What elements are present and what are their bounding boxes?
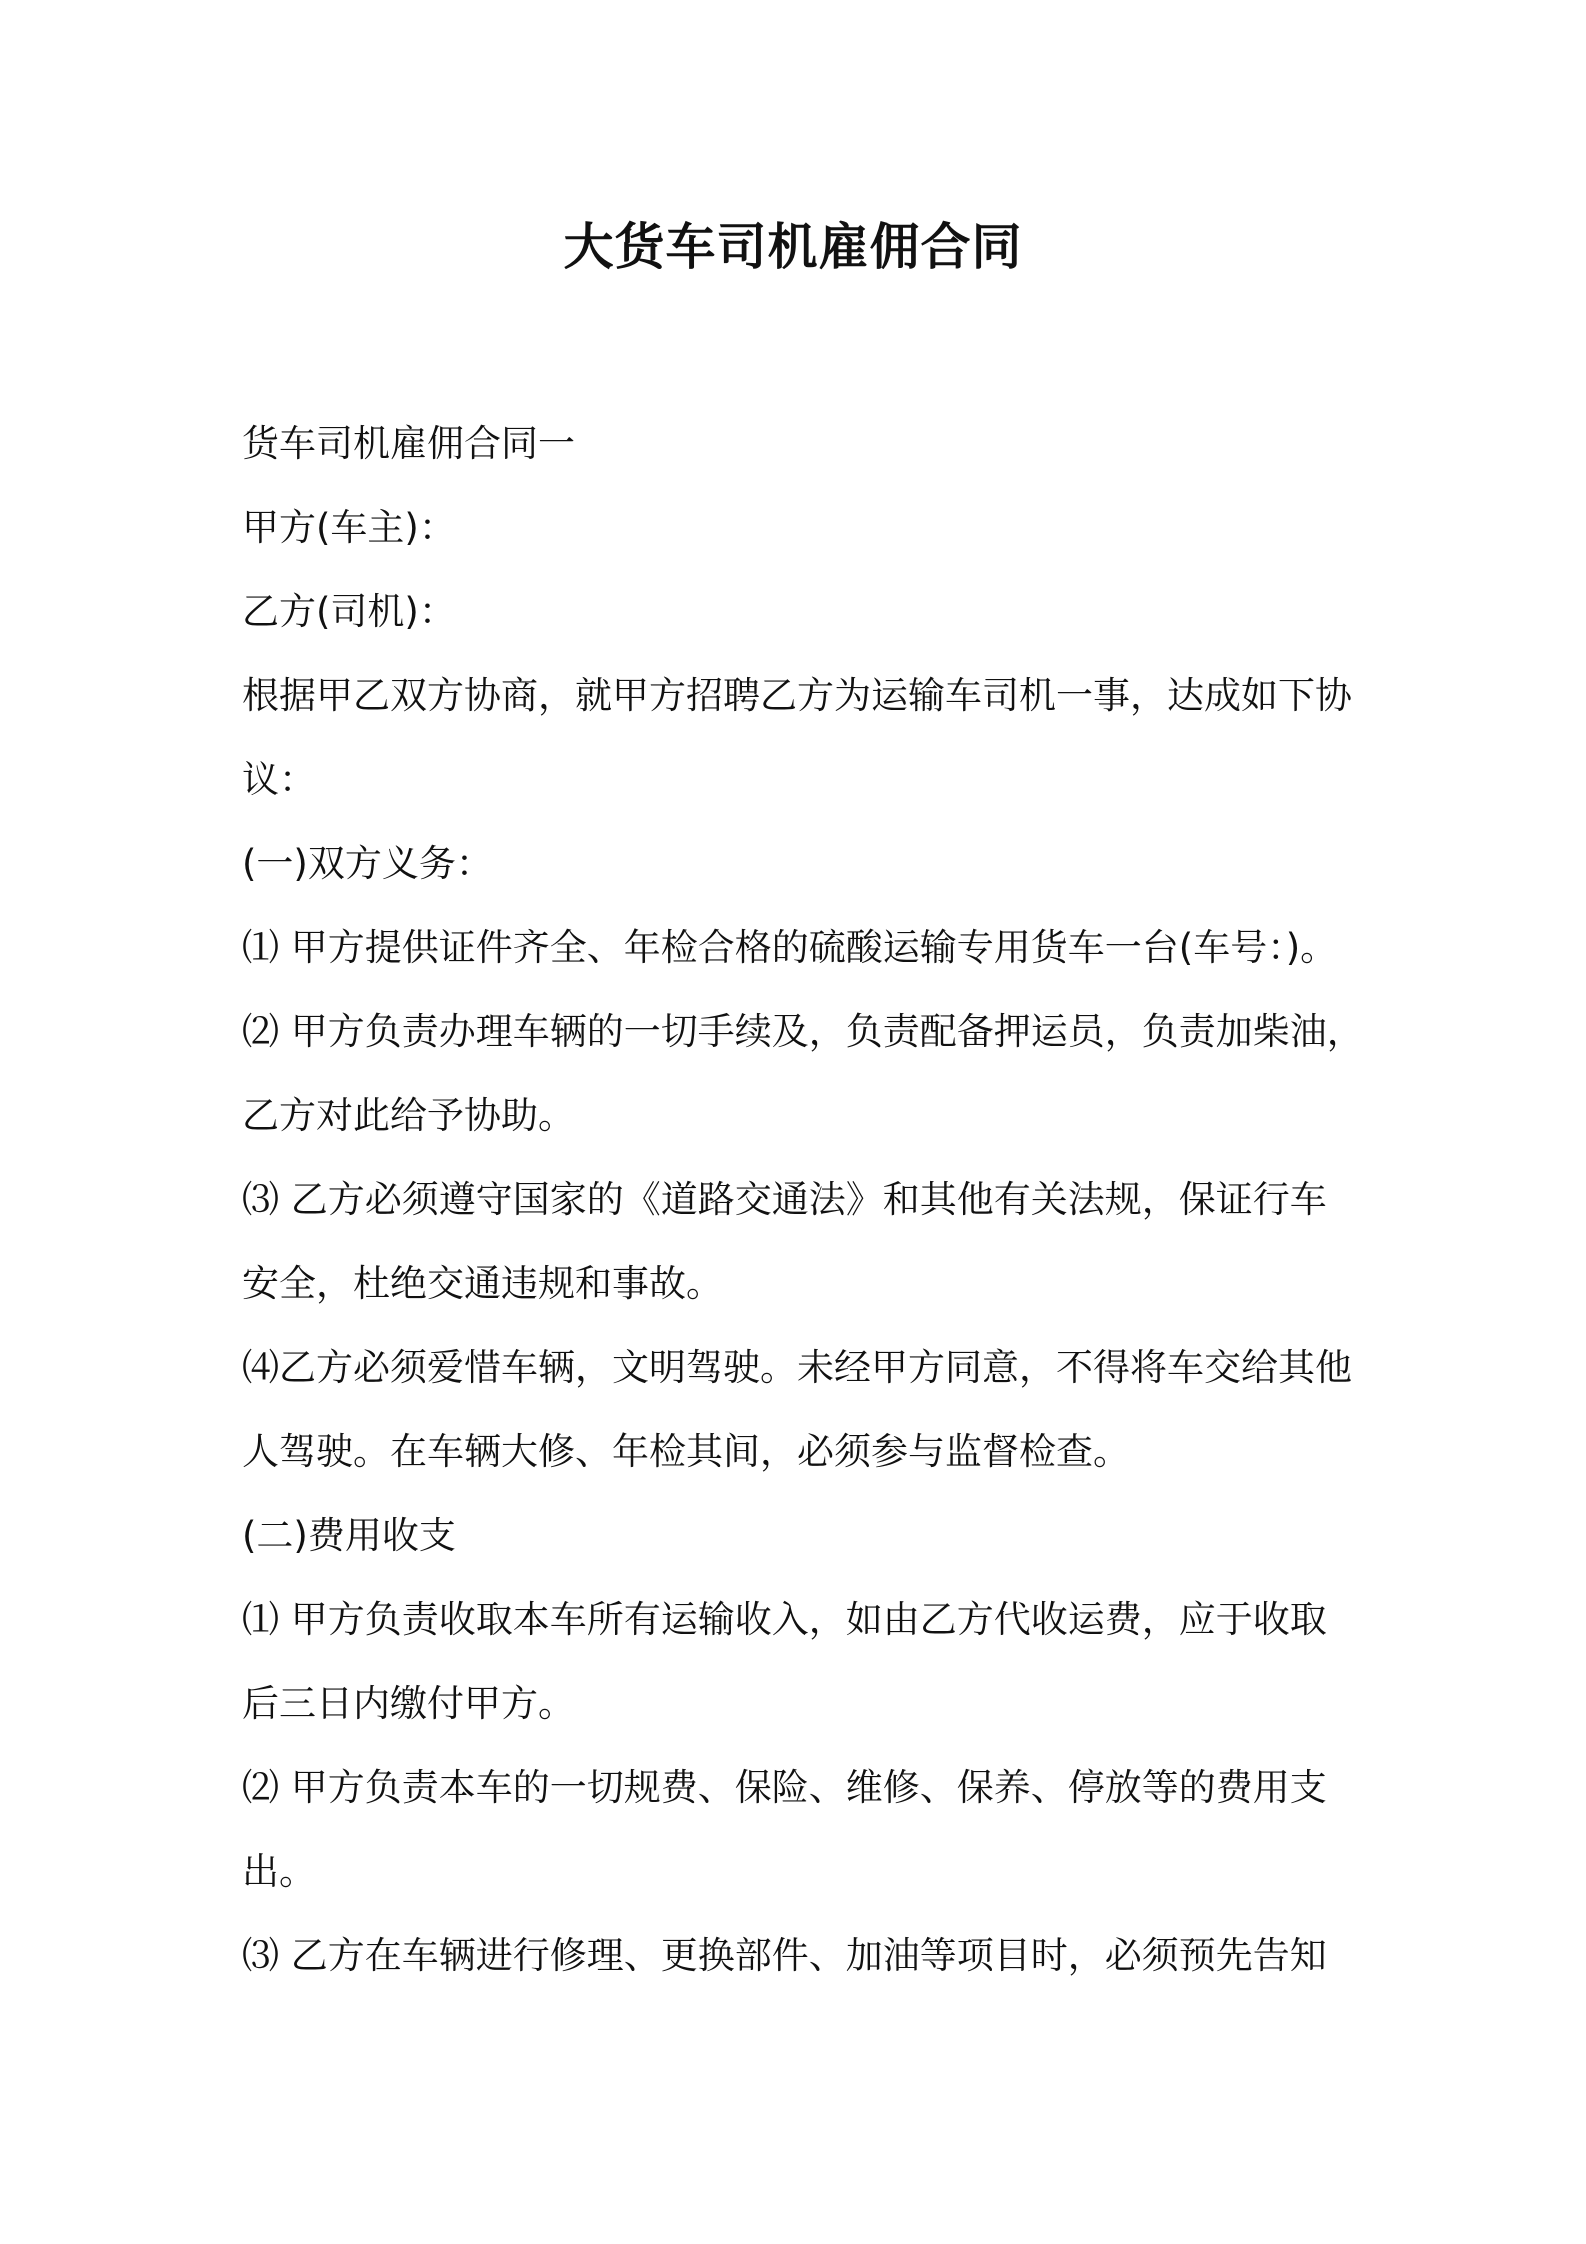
party-b-line: 乙方(司机)： [242,590,456,633]
section-heading-expenses: (二)费用收支 [242,1514,456,1557]
intro-line: 根据甲乙双方协商，就甲方招聘乙方为运输车司机一事，达成如下协 [242,674,1352,717]
clause-line: ⑶ 乙方在车辆进行修理、更换部件、加油等项目时，必须预先告知 [242,1934,1327,1977]
clause-line: ⑵ 甲方负责办理车辆的一切手续及，负责配备押运员，负责加柴油， [242,1010,1364,1053]
clause-line: ⑵ 甲方负责本车的一切规费、保险、维修、保养、停放等的费用支 [242,1766,1327,1809]
clause-line: ⑷乙方必须爱惜车辆，文明驾驶。未经甲方同意，不得将车交给其他 [242,1346,1352,1389]
party-a-line: 甲方(车主)： [242,506,456,549]
clause-line: ⑶ 乙方必须遵守国家的《道路交通法》和其他有关法规，保证行车 [242,1178,1327,1221]
intro-line-continued: 议： [242,758,316,801]
clause-line: 出。 [242,1850,316,1893]
subtitle-line: 货车司机雇佣合同一 [242,422,575,465]
clause-line: 人驾驶。在车辆大修、年检其间，必须参与监督检查。 [242,1430,1130,1473]
section-heading-obligations: (一)双方义务： [242,842,493,885]
document-title: 大货车司机雇佣合同 [563,218,1023,276]
clause-line: ⑴ 甲方提供证件齐全、年检合格的硫酸运输专用货车一台(车号：)。 [242,926,1338,969]
clause-line: ⑴ 甲方负责收取本车所有运输收入，如由乙方代收运费，应于收取 [242,1598,1327,1641]
clause-line: 后三日内缴付甲方。 [242,1682,575,1725]
clause-line: 乙方对此给予协助。 [242,1094,575,1137]
clause-line: 安全，杜绝交通违规和事故。 [242,1262,723,1305]
document-body [242,402,1372,1998]
